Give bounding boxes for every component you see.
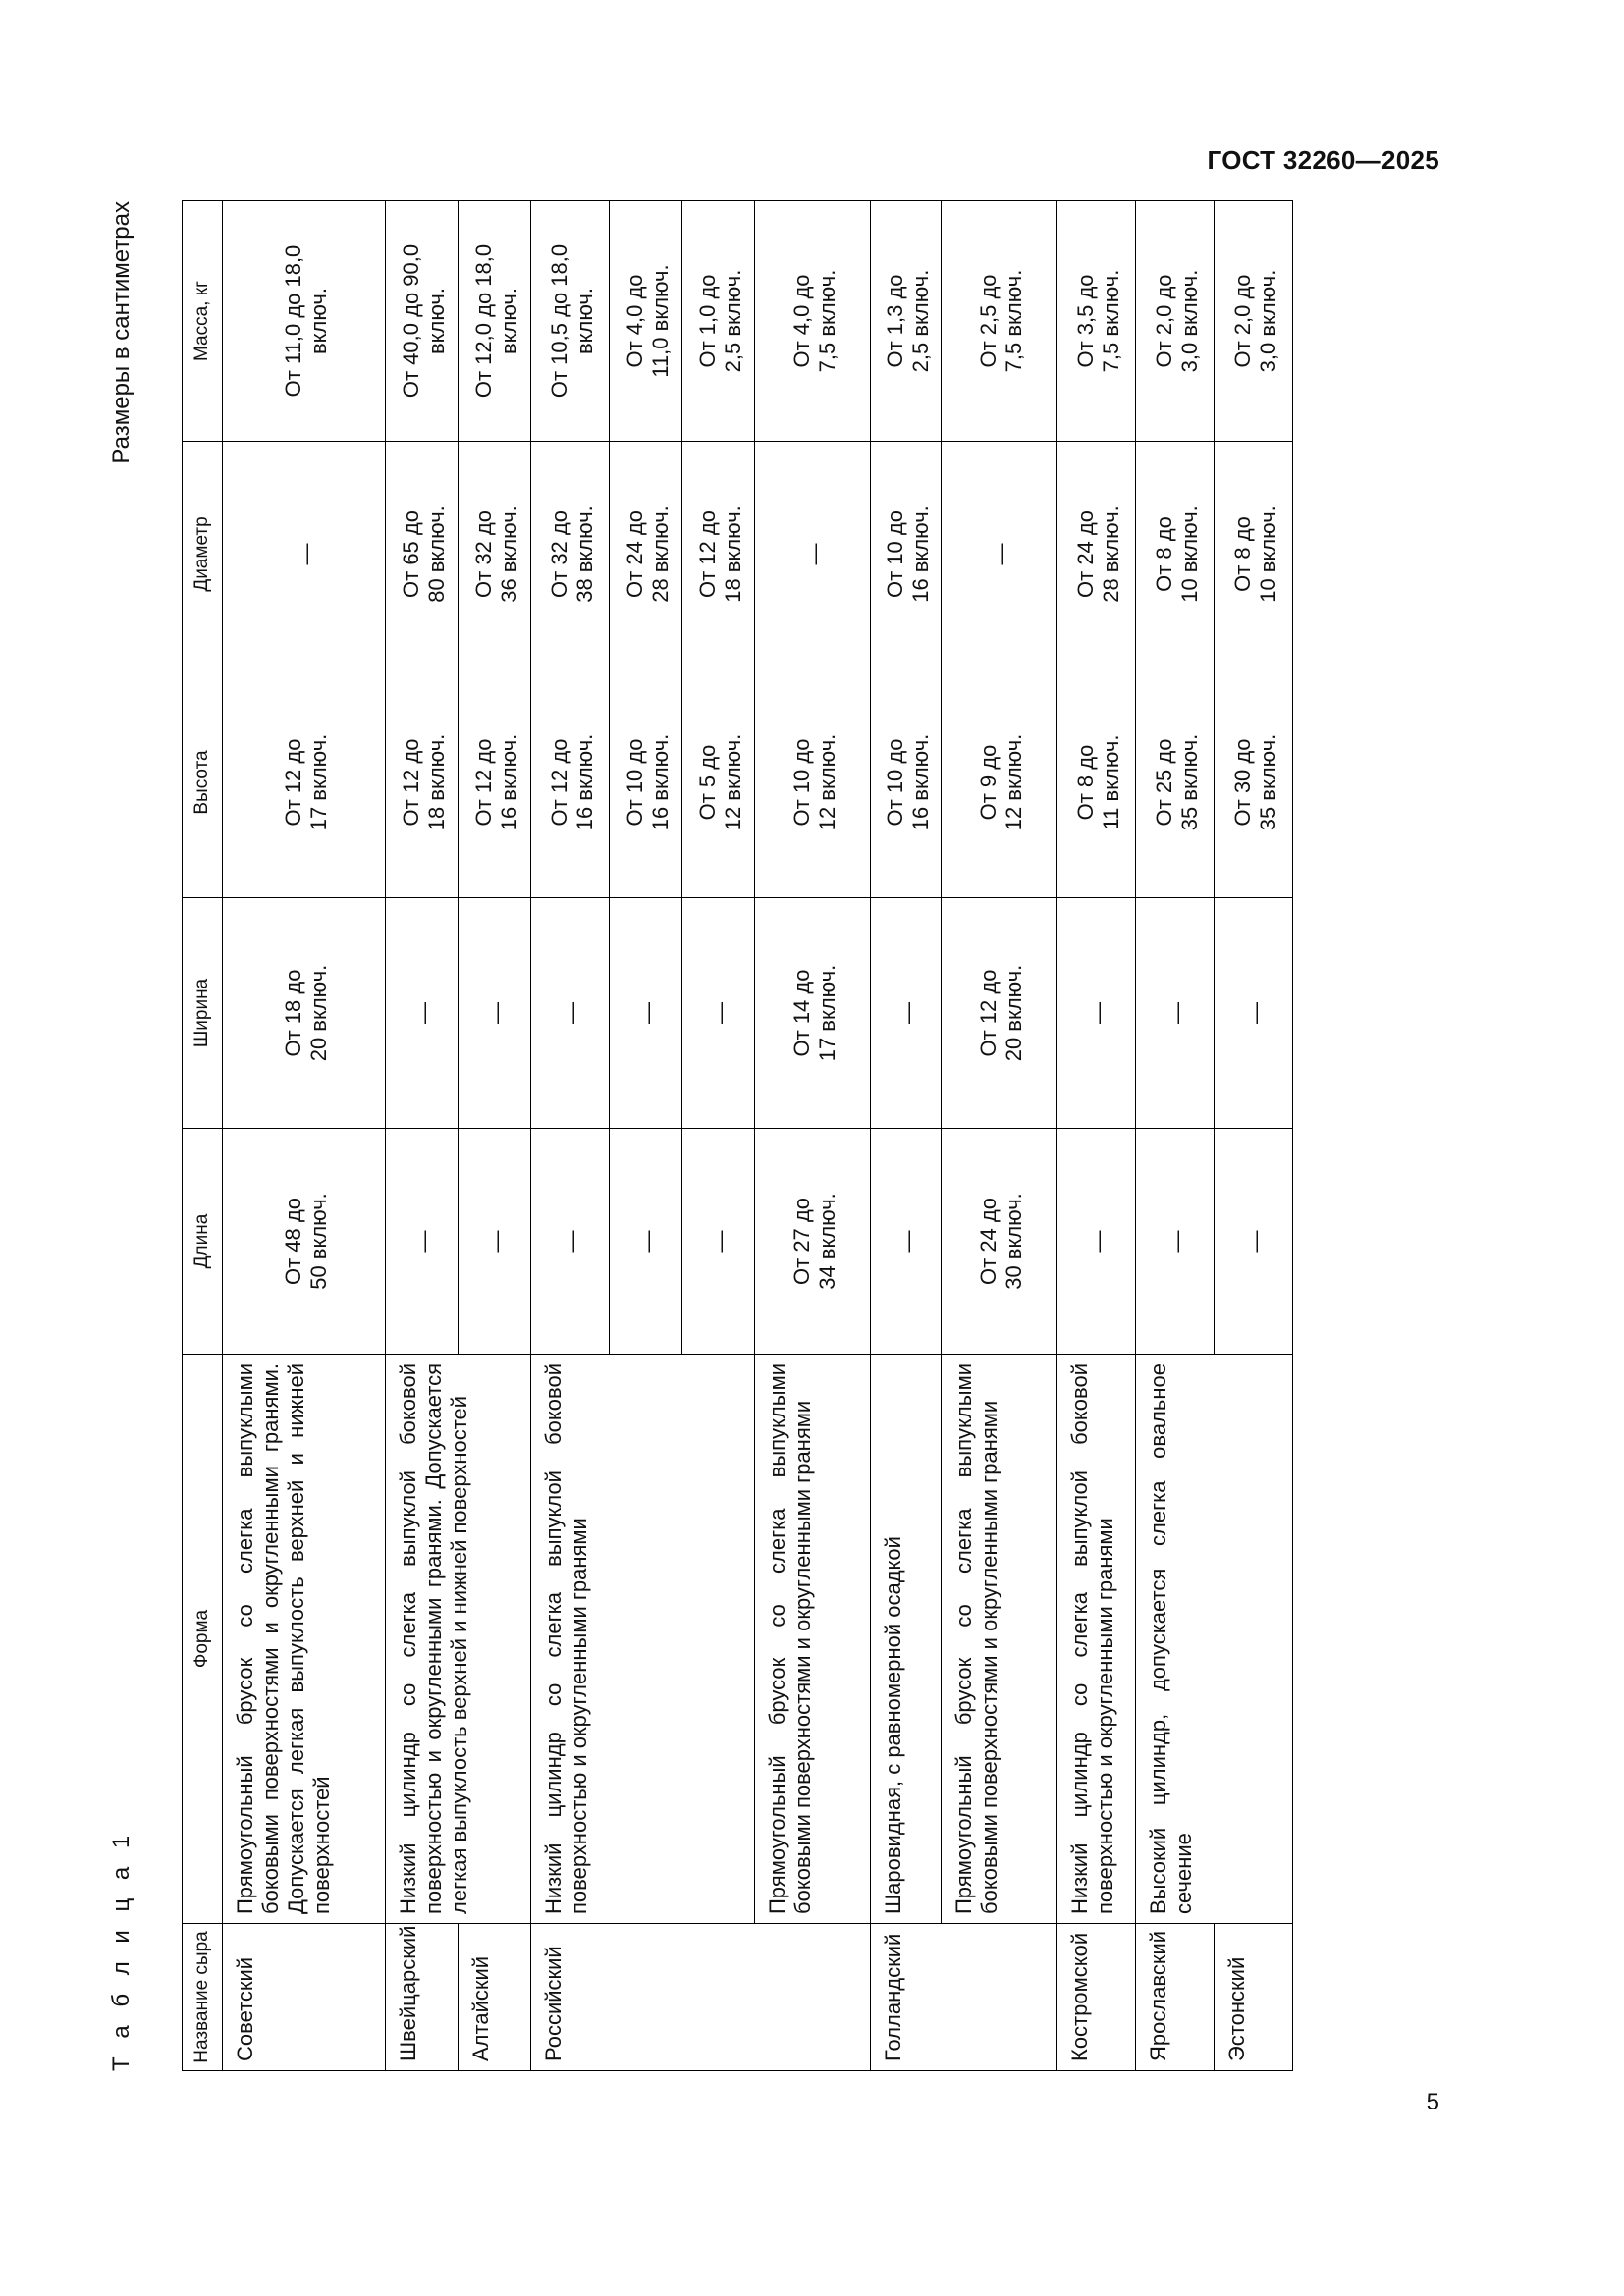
column-header-height: Высота: [183, 667, 223, 898]
cheese-mass: От 11,0 до 18,0 включ.: [223, 201, 386, 442]
cheese-width: От 18 до 20 включ.: [223, 898, 386, 1129]
page-number: 5: [1426, 2089, 1439, 2115]
cheese-mass: От 10,5 до 18,0 включ.: [531, 201, 610, 442]
cheese-mass: От 1,0 до 2,5 включ.: [682, 201, 755, 442]
cheese-length: —: [682, 1129, 755, 1355]
cheese-form: Высокий цилиндр, допускается слегка овальное сечение: [1136, 1355, 1293, 1924]
cheese-length: —: [386, 1129, 459, 1355]
cheese-mass: От 4,0 до 11,0 включ.: [610, 201, 682, 442]
cheese-name: Ярославский: [1136, 1924, 1215, 2071]
cheese-diameter: От 8 до 10 включ.: [1215, 442, 1293, 667]
cheese-name: Швейцарский: [386, 1924, 459, 2071]
standard-header: ГОСТ 32260—2025: [1207, 145, 1439, 175]
cheese-height: От 10 до 12 включ.: [755, 667, 871, 898]
cheese-height: От 8 до 11 включ.: [1057, 667, 1136, 898]
cheese-height: От 5 до 12 включ.: [682, 667, 755, 898]
table-caption: Т а б л и ц а 1: [108, 1829, 135, 2071]
cheese-name: Российский: [531, 1924, 871, 2071]
table-row: [1136, 201, 1215, 2071]
cheese-length: —: [459, 1129, 531, 1355]
cheese-diameter: От 32 до 36 включ.: [459, 442, 531, 667]
cheese-form: Низкий цилиндр со слегка выпуклой боковой поверхностью и округленными гранями: [531, 1355, 755, 1924]
table-row: [223, 201, 386, 2071]
cheese-form: Прямоугольный брусок со слегка выпуклыми боковыми поверхностями и округленными гранями: [942, 1355, 1057, 1924]
table-row: [1057, 201, 1136, 2071]
cheese-mass: От 2,0 до 3,0 включ.: [1136, 201, 1215, 442]
cheese-width: От 14 до 17 включ.: [755, 898, 871, 1129]
cheese-mass: От 2,5 до 7,5 включ.: [942, 201, 1057, 442]
cheese-height: От 30 до 35 включ.: [1215, 667, 1293, 898]
cheese-length: От 27 до 34 включ.: [755, 1129, 871, 1355]
cheese-form: Прямоугольный брусок со слегка выпуклыми боковыми поверхностями и округленными гранями: [755, 1355, 871, 1924]
table-row: [755, 201, 871, 2071]
cheese-form: Низкий цилиндр со слегка выпуклой боковой поверхностью и округленными гранями: [1057, 1355, 1136, 1924]
cheese-diameter: —: [755, 442, 871, 667]
column-header-width: Ширина: [183, 898, 223, 1129]
cheese-length: —: [1215, 1129, 1293, 1355]
cheese-height: От 25 до 35 включ.: [1136, 667, 1215, 898]
cheese-form: Низкий цилиндр со слегка выпуклой боковой поверхностью и округленными гранями. Допускается легкая выпуклость верхней и нижней поверхностей: [386, 1355, 531, 1924]
cheese-form: Шаровидная, с равномерной осадкой: [871, 1355, 942, 1924]
table-row: [531, 201, 610, 2071]
cheese-width: —: [1057, 898, 1136, 1129]
column-header-mass: Масса, кг: [183, 201, 223, 442]
cheese-diameter: От 65 до 80 включ.: [386, 442, 459, 667]
cheese-height: От 12 до 16 включ.: [531, 667, 610, 898]
cheese-mass: От 12,0 до 18,0 включ.: [459, 201, 531, 442]
cheese-height: От 9 до 12 включ.: [942, 667, 1057, 898]
cheese-diameter: —: [942, 442, 1057, 667]
cheese-width: —: [1215, 898, 1293, 1129]
table-row: [871, 201, 942, 2071]
cheese-width: —: [386, 898, 459, 1129]
cheese-height: От 12 до 18 включ.: [386, 667, 459, 898]
cheese-dimensions-table: [182, 200, 1293, 2071]
column-header-form: Форма: [183, 1355, 223, 1924]
cheese-diameter: От 8 до 10 включ.: [1136, 442, 1215, 667]
cheese-width: —: [1136, 898, 1215, 1129]
cheese-mass: От 40,0 до 90,0 включ.: [386, 201, 459, 442]
cheese-height: От 10 до 16 включ.: [871, 667, 942, 898]
cheese-length: —: [610, 1129, 682, 1355]
cheese-width: —: [459, 898, 531, 1129]
cheese-name: Голландский: [871, 1924, 1057, 2071]
cheese-diameter: От 24 до 28 включ.: [610, 442, 682, 667]
cheese-mass: От 3,5 до 7,5 включ.: [1057, 201, 1136, 442]
cheese-form: Прямоугольный брусок со слегка выпуклыми боковыми поверхностями и округленными гранями. Допускается легкая выпуклость верхней и нижней поверхностей: [223, 1355, 386, 1924]
cheese-name: Эстонский: [1215, 1924, 1293, 2071]
column-header-diameter: Диаметр: [183, 442, 223, 667]
cheese-length: —: [1136, 1129, 1215, 1355]
column-header-length: Длина: [183, 1129, 223, 1355]
cheese-mass: От 4,0 до 7,5 включ.: [755, 201, 871, 442]
cheese-mass: От 1,3 до 2,5 включ.: [871, 201, 942, 442]
cheese-length: —: [871, 1129, 942, 1355]
cheese-width: —: [610, 898, 682, 1129]
cheese-diameter: —: [223, 442, 386, 667]
cheese-width: —: [682, 898, 755, 1129]
cheese-diameter: От 32 до 38 включ.: [531, 442, 610, 667]
cheese-length: —: [531, 1129, 610, 1355]
cheese-diameter: От 12 до 18 включ.: [682, 442, 755, 667]
cheese-length: От 48 до 50 включ.: [223, 1129, 386, 1355]
column-header-name: Название сыра: [183, 1924, 223, 2071]
cheese-mass: От 2,0 до 3,0 включ.: [1215, 201, 1293, 442]
cheese-height: От 10 до 16 включ.: [610, 667, 682, 898]
table-header-row: [183, 201, 223, 2071]
units-note: Размеры в сантиметрах: [108, 201, 135, 464]
cheese-height: От 12 до 16 включ.: [459, 667, 531, 898]
cheese-name: Советский: [223, 1924, 386, 2071]
rotated-table-area: [108, 201, 1280, 2071]
cheese-height: От 12 до 17 включ.: [223, 667, 386, 898]
cheese-width: —: [531, 898, 610, 1129]
cheese-diameter: От 10 до 16 включ.: [871, 442, 942, 667]
cheese-length: От 24 до 30 включ.: [942, 1129, 1057, 1355]
table-row: [386, 201, 459, 2071]
cheese-length: —: [1057, 1129, 1136, 1355]
cheese-width: —: [871, 898, 942, 1129]
cheese-diameter: От 24 до 28 включ.: [1057, 442, 1136, 667]
cheese-name: Алтайский: [459, 1924, 531, 2071]
table-row: [942, 201, 1057, 2071]
cheese-name: Костромской: [1057, 1924, 1136, 2071]
cheese-width: От 12 до 20 включ.: [942, 898, 1057, 1129]
